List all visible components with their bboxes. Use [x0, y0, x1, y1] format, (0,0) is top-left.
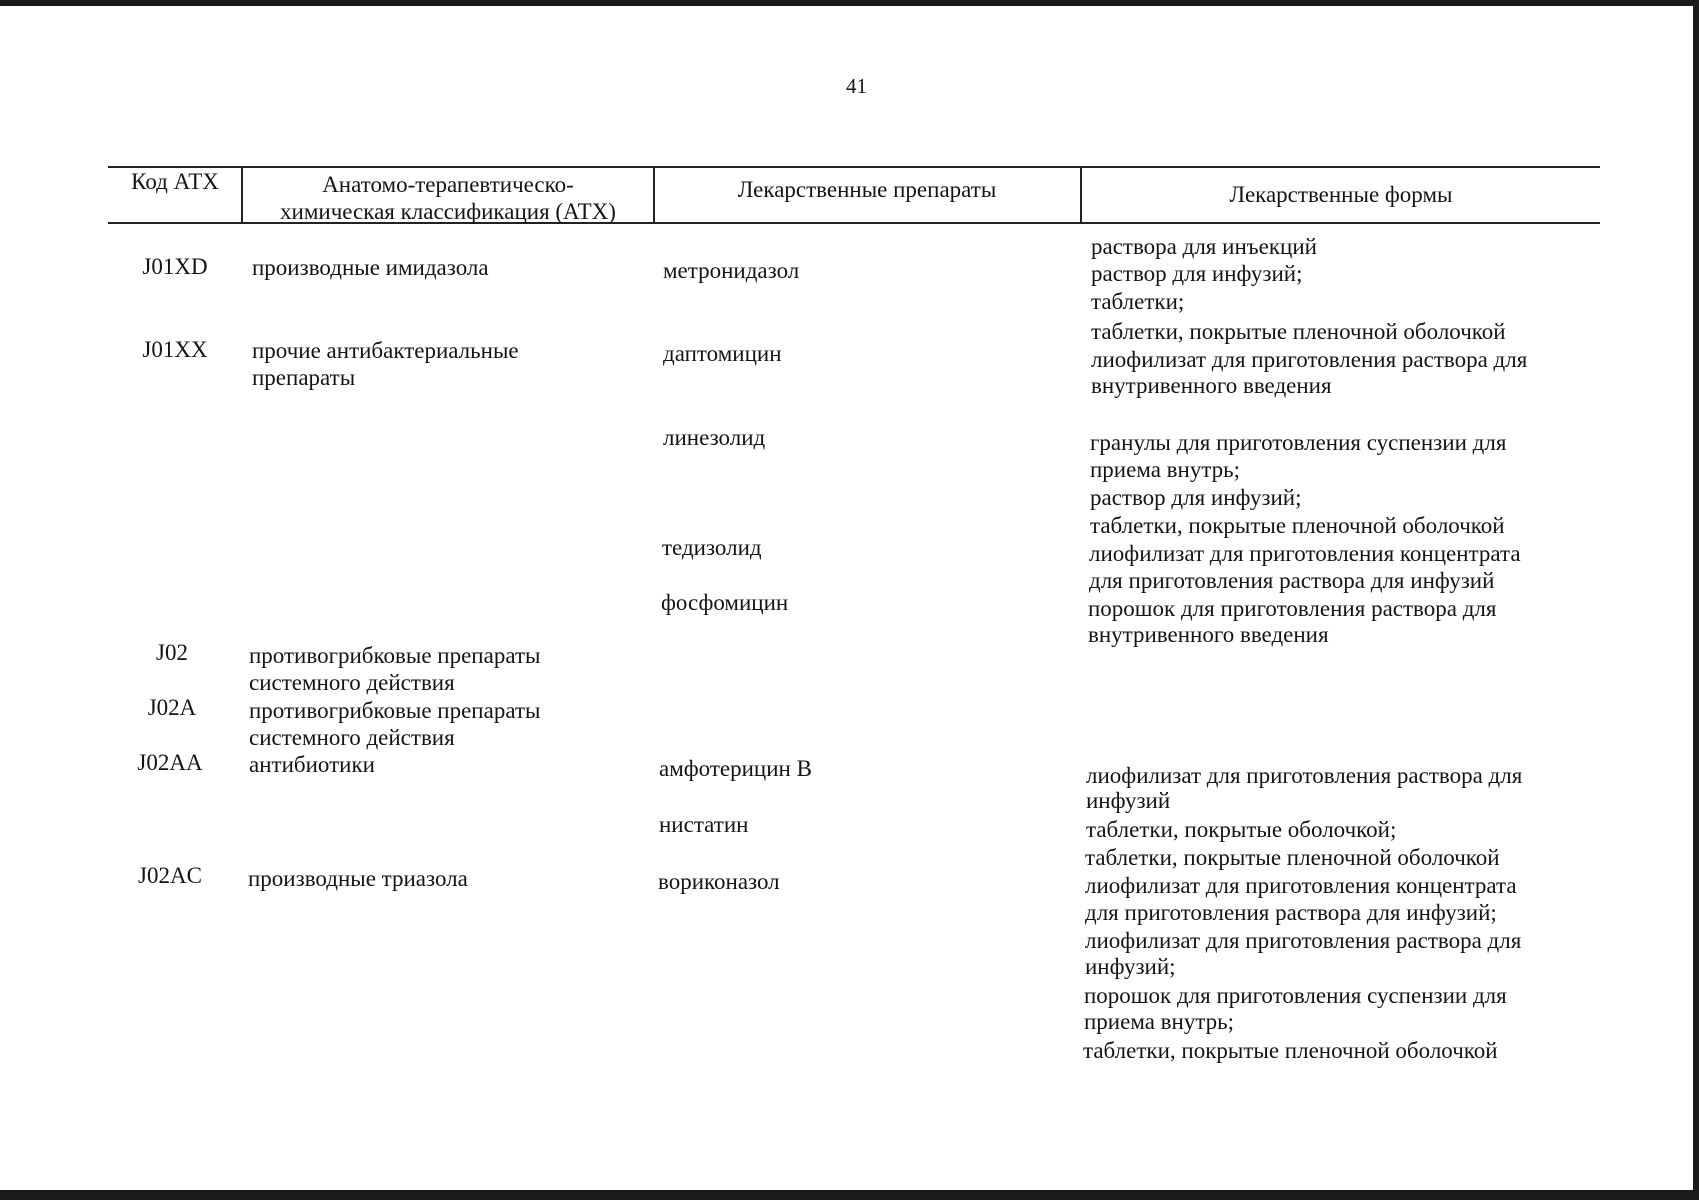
- scan-edge-right: [1693, 0, 1699, 1200]
- column-divider-2: [653, 166, 655, 224]
- scan-edge-top: [0, 0, 1699, 6]
- class-j02a-line2: системного действия: [249, 725, 455, 750]
- scan-edge-bottom: [0, 1190, 1699, 1200]
- drug-tedizolid: тедизолид: [662, 535, 762, 560]
- form-line: таблетки, покрытые оболочкой;: [1086, 817, 1397, 842]
- form-line: таблетки;: [1091, 289, 1185, 314]
- header-drugs: Лекарственные препараты: [737, 177, 997, 202]
- class-j02ac: производные триазола: [248, 866, 468, 891]
- drug-metronidazole: метронидазол: [663, 258, 800, 283]
- column-divider-1: [241, 166, 243, 224]
- form-line: инфузий;: [1085, 954, 1176, 979]
- header-classification-line1: Анатомо-терапевтическо-: [322, 172, 574, 197]
- form-line: раствор для инфузий;: [1090, 485, 1302, 510]
- header-code: Код АТХ: [131, 169, 219, 194]
- header-classification-line2: химическая классификация (АТХ): [280, 199, 616, 224]
- form-line: инфузий: [1086, 788, 1171, 813]
- class-j01xx-line2: препараты: [252, 365, 356, 390]
- drug-fosfomycin: фосфомицин: [661, 590, 789, 615]
- form-line: таблетки, покрытые пленочной оболочкой: [1083, 1038, 1498, 1063]
- page-number: 41: [846, 74, 867, 98]
- form-line: внутривенного введения: [1091, 373, 1332, 398]
- class-j01xd: производные имидазола: [252, 255, 489, 280]
- form-line: таблетки, покрытые пленочной оболочкой: [1091, 319, 1506, 344]
- form-line: лиофилизат для приготовления раствора для: [1091, 347, 1528, 372]
- form-line: для приготовления раствора для инфузий: [1089, 568, 1495, 593]
- form-line: лиофилизат для приготовления концентрата: [1089, 541, 1521, 566]
- form-line: гранулы для приготовления суспензии для: [1090, 430, 1507, 455]
- form-line: порошок для приготовления суспензии для: [1084, 983, 1507, 1008]
- form-line: лиофилизат для приготовления раствора для: [1086, 763, 1523, 788]
- code-j02: J02: [156, 640, 188, 665]
- form-line: таблетки, покрытые пленочной оболочкой: [1090, 513, 1505, 538]
- form-line: внутривенного введения: [1088, 622, 1329, 647]
- code-j02aa: J02AA: [137, 750, 203, 775]
- class-j01xx-line1: прочие антибактериальные: [252, 338, 519, 363]
- code-j02ac: J02AC: [138, 863, 202, 888]
- class-j02aa: антибиотики: [249, 752, 375, 777]
- drug-amphotericin-b: амфотерицин B: [659, 756, 812, 781]
- header-forms: Лекарственные формы: [1229, 182, 1453, 207]
- code-j01xd: J01XD: [142, 254, 208, 279]
- code-j01xx: J01XX: [142, 337, 208, 362]
- drug-daptomycin: даптомицин: [663, 341, 782, 366]
- form-line: раствор для инфузий;: [1091, 261, 1303, 286]
- drug-nystatin: нистатин: [659, 812, 749, 837]
- class-j02-line1: противогрибковые препараты: [249, 643, 541, 668]
- form-line: раствора для инъекций: [1091, 234, 1317, 259]
- form-line: лиофилизат для приготовления раствора для: [1085, 928, 1522, 953]
- form-line: приема внутрь;: [1084, 1009, 1235, 1034]
- class-j02-line2: системного действия: [249, 670, 455, 695]
- form-line: лиофилизат для приготовления концентрата: [1085, 873, 1517, 898]
- form-line: порошок для приготовления раствора для: [1088, 596, 1497, 621]
- form-line: таблетки, покрытые пленочной оболочкой: [1085, 845, 1500, 870]
- code-j02a: J02A: [147, 695, 197, 720]
- drug-linezolid: линезолид: [663, 425, 766, 450]
- drug-voriconazole: вориконазол: [658, 869, 780, 894]
- form-line: приема внутрь;: [1090, 457, 1241, 482]
- header-top-rule: [108, 166, 1600, 168]
- form-line: для приготовления раствора для инфузий;: [1085, 900, 1497, 925]
- class-j02a-line1: противогрибковые препараты: [249, 698, 541, 723]
